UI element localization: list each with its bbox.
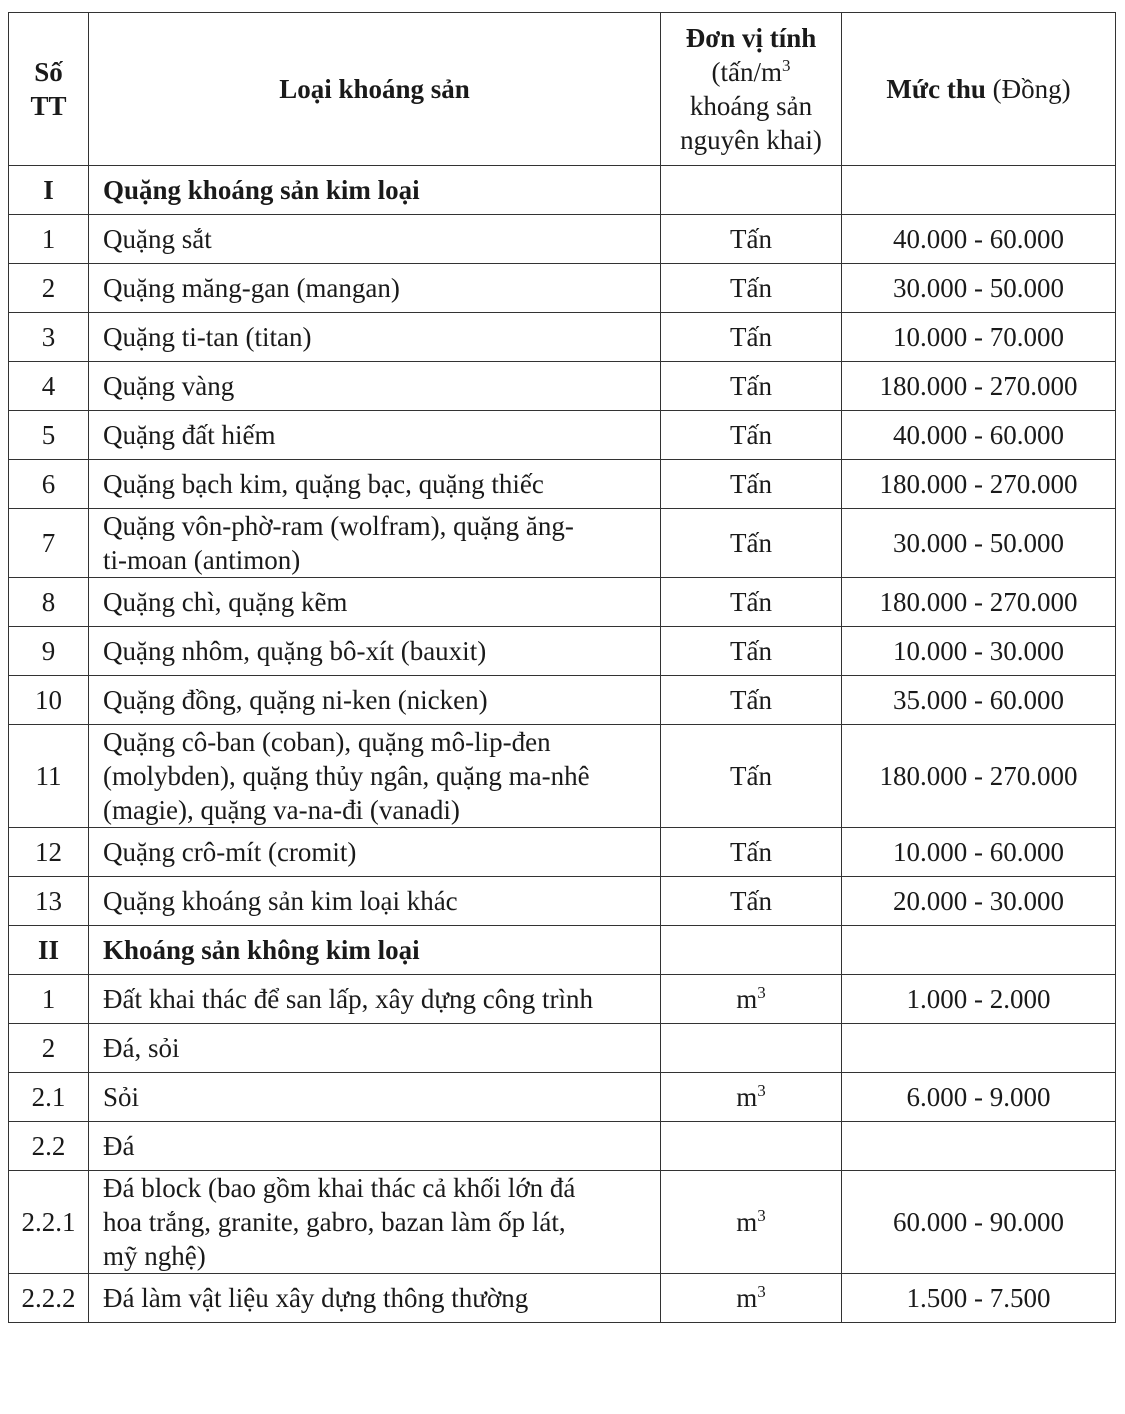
unit-text: Tấn xyxy=(730,272,772,303)
table-header-row xyxy=(9,13,1116,166)
row-number: 2.2 xyxy=(9,1122,89,1171)
unit-cell xyxy=(661,725,842,828)
row-number: 3 xyxy=(9,313,89,362)
unit-text: Tấn xyxy=(730,419,772,450)
fee-rate: 40.000 - 60.000 xyxy=(842,411,1116,460)
mineral-name: Khoáng sản không kim loại xyxy=(89,926,661,975)
mineral-name: Quặng vàng xyxy=(89,362,661,411)
unit-text: m xyxy=(736,983,758,1014)
header-stt xyxy=(9,13,89,166)
unit-text: Tấn xyxy=(730,635,772,666)
unit-superscript: 3 xyxy=(757,1281,766,1301)
fee-rate xyxy=(842,166,1116,215)
fee-rate xyxy=(842,926,1116,975)
unit-cell xyxy=(661,166,842,215)
unit-superscript: 3 xyxy=(757,1205,766,1225)
unit-cell xyxy=(661,215,842,264)
fee-rate: 180.000 - 270.000 xyxy=(842,725,1116,828)
section-row xyxy=(9,926,1116,975)
header-stt-line2: TT xyxy=(30,91,67,121)
row-number: 2.2.2 xyxy=(9,1274,89,1323)
table-row xyxy=(9,975,1116,1024)
unit-cell xyxy=(661,1274,842,1323)
mineral-name: Quặng chì, quặng kẽm xyxy=(89,578,661,627)
unit-text: Tấn xyxy=(730,684,772,715)
table-row xyxy=(9,1024,1116,1073)
fee-rate: 10.000 - 30.000 xyxy=(842,627,1116,676)
unit-cell xyxy=(661,509,842,578)
row-number: 2.2.1 xyxy=(9,1171,89,1274)
table-row xyxy=(9,1122,1116,1171)
fee-rate: 35.000 - 60.000 xyxy=(842,676,1116,725)
unit-cell xyxy=(661,460,842,509)
table-row xyxy=(9,264,1116,313)
fee-rate: 1.000 - 2.000 xyxy=(842,975,1116,1024)
header-name-text: Loại khoáng sản xyxy=(279,74,470,104)
table-body xyxy=(9,166,1116,1323)
row-number: 13 xyxy=(9,877,89,926)
row-number: 4 xyxy=(9,362,89,411)
unit-text: Tấn xyxy=(730,760,772,791)
unit-text: Tấn xyxy=(730,468,772,499)
unit-cell xyxy=(661,975,842,1024)
unit-cell xyxy=(661,926,842,975)
mineral-name: Sỏi xyxy=(89,1073,661,1122)
unit-cell xyxy=(661,1024,842,1073)
unit-text: m xyxy=(736,1206,758,1237)
row-number: 2 xyxy=(9,264,89,313)
row-number: 8 xyxy=(9,578,89,627)
mineral-fee-table xyxy=(8,12,1116,1323)
mineral-name: Đất khai thác để san lấp, xây dựng công trình xyxy=(89,975,661,1024)
unit-text: Tấn xyxy=(730,223,772,254)
unit-superscript: 3 xyxy=(757,982,766,1002)
table-row xyxy=(9,676,1116,725)
table-row xyxy=(9,1073,1116,1122)
header-mineral-type xyxy=(89,13,661,166)
table-row xyxy=(9,1274,1116,1323)
fee-rate: 30.000 - 50.000 xyxy=(842,509,1116,578)
unit-cell xyxy=(661,676,842,725)
unit-text: Tấn xyxy=(730,321,772,352)
header-unit-line3: nguyên khai) xyxy=(680,125,822,155)
row-number: 11 xyxy=(9,725,89,828)
table-row xyxy=(9,362,1116,411)
header-stt-line1: Số xyxy=(34,57,63,87)
row-number: 2.1 xyxy=(9,1073,89,1122)
mineral-name: Quặng cô-ban (coban), quặng mô-lip-đen (molybden), quặng thủy ngân, quặng ma-nhê (magie), quặng va-na-đi (vanadi) xyxy=(89,725,661,828)
unit-cell xyxy=(661,264,842,313)
row-number: 9 xyxy=(9,627,89,676)
unit-cell xyxy=(661,1171,842,1274)
unit-cell xyxy=(661,828,842,877)
fee-rate xyxy=(842,1122,1116,1171)
mineral-name: Quặng măng-gan (mangan) xyxy=(89,264,661,313)
mineral-name: Quặng đồng, quặng ni-ken (nicken) xyxy=(89,676,661,725)
section-row xyxy=(9,166,1116,215)
fee-rate: 10.000 - 60.000 xyxy=(842,828,1116,877)
unit-text: m xyxy=(736,1282,758,1313)
unit-cell xyxy=(661,1122,842,1171)
table-row xyxy=(9,877,1116,926)
table-row xyxy=(9,725,1116,828)
fee-rate: 10.000 - 70.000 xyxy=(842,313,1116,362)
row-number: 6 xyxy=(9,460,89,509)
table-row xyxy=(9,828,1116,877)
row-number: 12 xyxy=(9,828,89,877)
mineral-name: Đá block (bao gồm khai thác cả khối lớn đá hoa trắng, granite, gabro, bazan làm ốp lát, mỹ nghệ) xyxy=(89,1171,661,1274)
header-unit-sup: 3 xyxy=(781,56,791,75)
row-number: 2 xyxy=(9,1024,89,1073)
row-number: 7 xyxy=(9,509,89,578)
fee-rate xyxy=(842,1024,1116,1073)
fee-rate: 180.000 - 270.000 xyxy=(842,578,1116,627)
mineral-name: Quặng khoáng sản kim loại khác xyxy=(89,877,661,926)
header-rate-bold: Mức thu xyxy=(886,74,986,104)
fee-rate: 180.000 - 270.000 xyxy=(842,362,1116,411)
mineral-name: Quặng vôn-phờ-ram (wolfram), quặng ăng- ti-moan (antimon) xyxy=(89,509,661,578)
unit-cell xyxy=(661,877,842,926)
mineral-name: Đá xyxy=(89,1122,661,1171)
row-number: 1 xyxy=(9,975,89,1024)
mineral-name: Quặng nhôm, quặng bô-xít (bauxit) xyxy=(89,627,661,676)
unit-text: Tấn xyxy=(730,586,772,617)
header-unit-title: Đơn vị tính xyxy=(685,23,817,53)
unit-cell xyxy=(661,313,842,362)
mineral-name: Quặng crô-mít (cromit) xyxy=(89,828,661,877)
mineral-name: Quặng bạch kim, quặng bạc, quặng thiếc xyxy=(89,460,661,509)
row-number: II xyxy=(9,926,89,975)
header-rate xyxy=(842,13,1116,166)
unit-text: Tấn xyxy=(730,885,772,916)
header-unit-line2: khoáng sản xyxy=(689,91,813,121)
mineral-name: Quặng khoáng sản kim loại xyxy=(89,166,661,215)
table-row xyxy=(9,215,1116,264)
mineral-name: Quặng đất hiếm xyxy=(89,411,661,460)
unit-superscript: 3 xyxy=(757,1080,766,1100)
unit-text: Tấn xyxy=(730,527,772,558)
mineral-name: Đá làm vật liệu xây dựng thông thường xyxy=(89,1274,661,1323)
header-unit xyxy=(661,13,842,166)
unit-cell xyxy=(661,627,842,676)
fee-rate: 60.000 - 90.000 xyxy=(842,1171,1116,1274)
unit-cell xyxy=(661,1073,842,1122)
table-row xyxy=(9,411,1116,460)
row-number: 1 xyxy=(9,215,89,264)
fee-rate: 40.000 - 60.000 xyxy=(842,215,1116,264)
unit-cell xyxy=(661,411,842,460)
unit-text: Tấn xyxy=(730,836,772,867)
fee-rate: 180.000 - 270.000 xyxy=(842,460,1116,509)
table-row xyxy=(9,460,1116,509)
fee-rate: 6.000 - 9.000 xyxy=(842,1073,1116,1122)
row-number: 5 xyxy=(9,411,89,460)
table-row xyxy=(9,509,1116,578)
table-row xyxy=(9,578,1116,627)
fee-rate: 20.000 - 30.000 xyxy=(842,877,1116,926)
fee-rate: 1.500 - 7.500 xyxy=(842,1274,1116,1323)
unit-cell xyxy=(661,362,842,411)
mineral-name: Quặng ti-tan (titan) xyxy=(89,313,661,362)
table-row xyxy=(9,313,1116,362)
mineral-name: Quặng sắt xyxy=(89,215,661,264)
header-unit-line1: (tấn/m xyxy=(711,57,782,87)
mineral-name: Đá, sỏi xyxy=(89,1024,661,1073)
unit-cell xyxy=(661,578,842,627)
table-row xyxy=(9,1171,1116,1274)
header-rate-unit: (Đồng) xyxy=(985,74,1071,104)
fee-rate: 30.000 - 50.000 xyxy=(842,264,1116,313)
unit-text: m xyxy=(736,1081,758,1112)
unit-text: Tấn xyxy=(730,370,772,401)
table-row xyxy=(9,627,1116,676)
row-number: 10 xyxy=(9,676,89,725)
row-number: I xyxy=(9,166,89,215)
